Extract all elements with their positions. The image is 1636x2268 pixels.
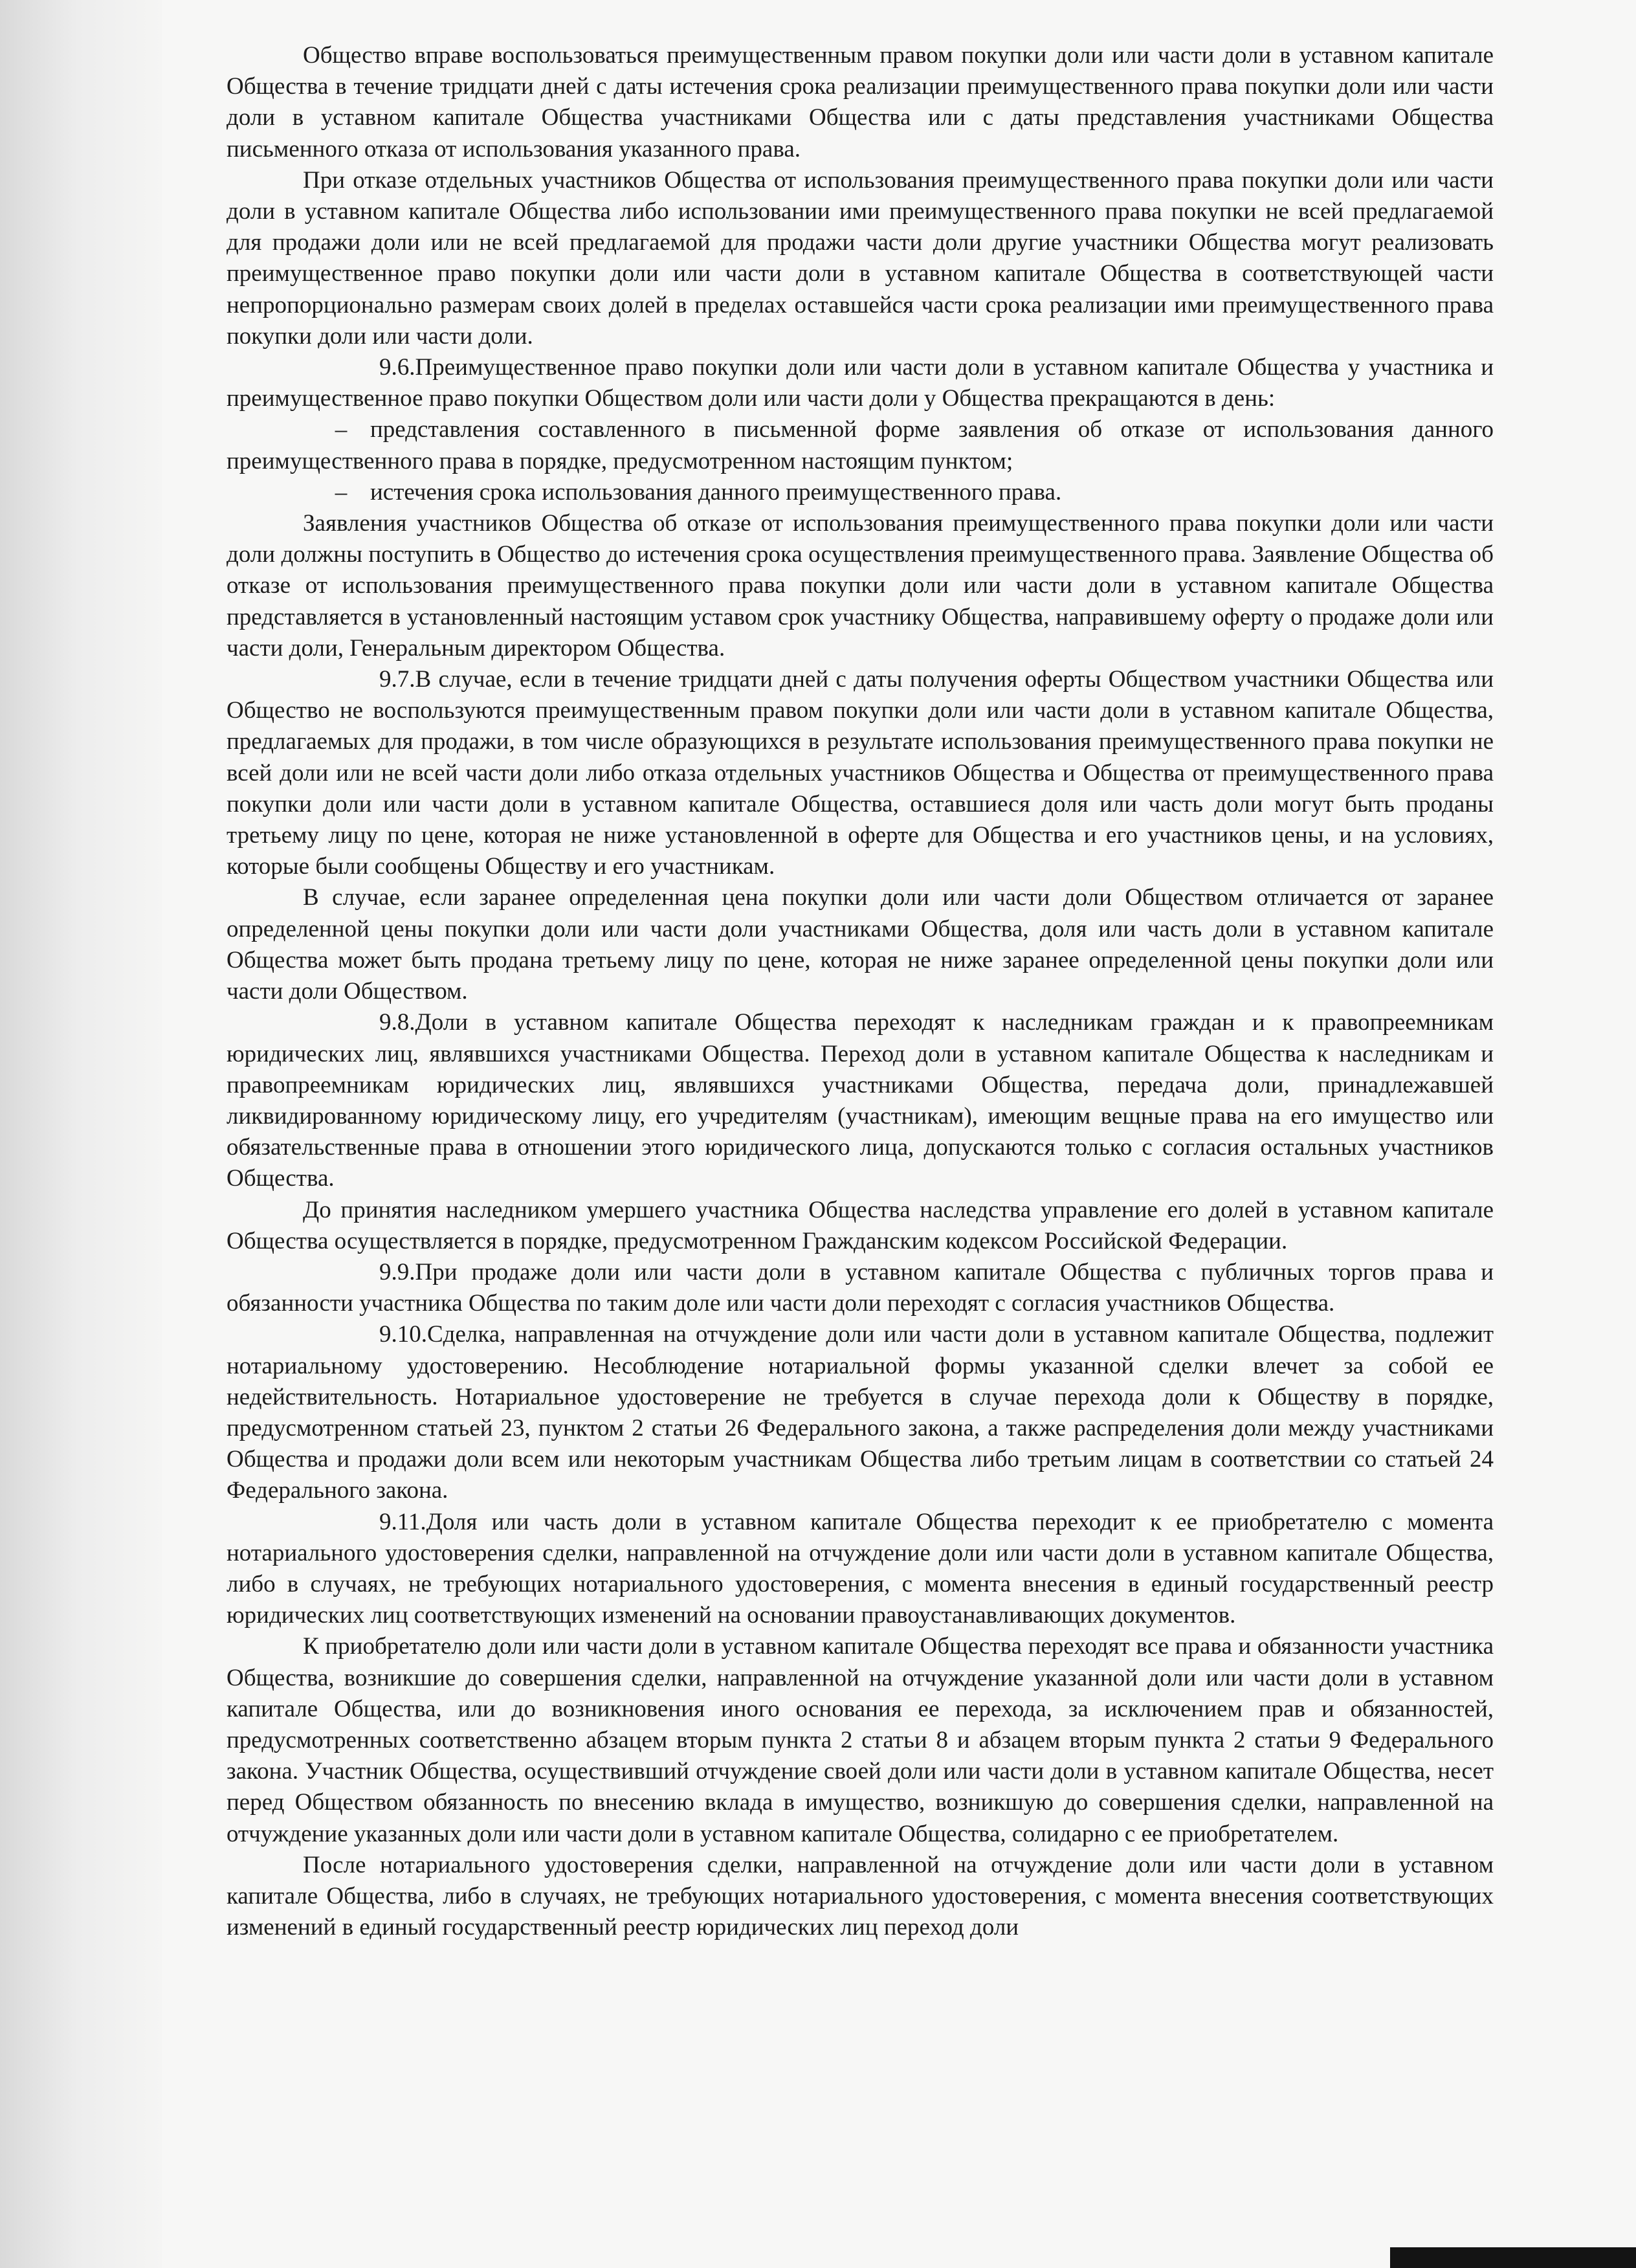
clause-9-8	[227, 1007, 1494, 1194]
clause-9-6	[227, 352, 1494, 414]
clause-text: В случае, если в течение тридцати дней с даты получения оферты Обществом участники Общества или Общество не воспользуются преимущественным правом покупки доли или части доли в уставном капитале Общества, предлагаемых для продажи, в том числе образующихся в результате использования преимущественного права покупки не всей доли или не всей части доли либо отказа отдельных участников Общества и Общества от преимущественного права покупки доли или части доли в уставном капитале Общества, оставшиеся доля или часть доли могут быть проданы третьему лицу по цене, которая не ниже установленной в оферте для Общества и его участников цены, и на условиях, которые были сообщены Обществу и его участникам.	[227, 666, 1494, 880]
list-item-text: истечения срока использования данного преимущественного права.	[370, 478, 1062, 506]
clause-number: 9.11.	[379, 1508, 426, 1535]
list-item-text: представления составленного в письменной форме заявления об отказе от использования данного преимущественного права в порядке, предусмотренном настоящим пунктом;	[227, 416, 1494, 474]
list-item	[227, 477, 1494, 508]
dash-bullet: –	[335, 478, 348, 506]
binding-shadow	[0, 0, 162, 2268]
clause-text: Доли в уставном капитале Общества переходят к наследникам граждан и к правопреемникам юридических лиц, являвшихся участниками Общества. Переход доли в уставном капитале Общества к наследникам и правопреемникам юридических лиц, являвшихся участниками Общества, передача доли, принадлежавшей ликвидированному юридическому лицу, его учредителям (участникам), имеющим вещные права на его имущество или обязательственные права в отношении этого юридического лица, допускаются только с согласия остальных участников Общества.	[227, 1009, 1494, 1192]
clause-number: 9.8.	[379, 1009, 415, 1036]
clause-number: 9.6.	[379, 354, 415, 381]
list-item	[227, 414, 1494, 476]
clause-number: 9.10.	[379, 1321, 427, 1348]
clause-9-11	[227, 1507, 1494, 1632]
clause-text: При продаже доли или части доли в уставном капитале Общества с публичных торгов права и обязанности участника Общества по таким доле или части доли переходят с согласия участников Общества.	[227, 1258, 1494, 1317]
document-body	[227, 40, 1494, 1943]
clause-text: Преимущественное право покупки доли или части доли в уставном капитале Общества у участника и преимущественное право покупки Обществом доли или части доли у Общества прекращаются в день:	[227, 354, 1494, 412]
clause-text: Сделка, направленная на отчуждение доли или части доли в уставном капитале Общества, подлежит нотариальному удостоверению. Несоблюдение нотариальной формы указанной сделки влечет за собой ее недействительность. Нотариальное удостоверение не требуется в случае перехода доли к Обществу в порядке, предусмотренном статьей 23, пунктом 2 статьи 26 Федерального закона, а также распределения доли между участниками Общества и продажи доли всем или некоторым участникам Общества либо третьим лицам в соответствии со статьей 24 Федерального закона.	[227, 1321, 1494, 1504]
scan-edge-mark	[1390, 2247, 1636, 2268]
paragraph: В случае, если заранее определенная цена покупки доли или части доли Обществом отличается от заранее определенной цены покупки доли или части доли участниками Общества, доля или часть доли в уставном капитале Общества может быть продана третьему лицу по цене, которая не ниже заранее определенной цены покупки доли или части доли Обществом.	[227, 884, 1494, 1005]
clause-9-9	[227, 1257, 1494, 1319]
paragraph: До принятия наследником умершего участника Общества наследства управление его долей в уставном капитале Общества осуществляется в порядке, предусмотренном Гражданским кодексом Российской Федерации.	[227, 1196, 1494, 1254]
paragraph: Заявления участников Общества об отказе от использования преимущественного права покупки доли или части доли должны поступить в Общество до истечения срока осуществления преимущественного права. Заявление Общества об отказе от использования преимущественного права покупки доли или части доли в уставном капитале Общества представляется в установленный настоящим уставом срок участнику Общества, направившему оферту о продаже доли или части доли, Генеральным директором Общества.	[227, 510, 1494, 662]
clause-number: 9.9.	[379, 1258, 415, 1285]
paragraph: Общество вправе воспользоваться преимущественным правом покупки доли или части доли в уставном капитале Общества в течение тридцати дней с даты истечения срока реализации преимущественного права покупки доли или части доли в уставном капитале Общества участниками Общества или с даты представления участниками Общества письменного отказа от использования указанного права.	[227, 42, 1494, 162]
paragraph: При отказе отдельных участников Общества от использования преимущественного права покупки доли или части доли в уставном капитале Общества либо использовании ими преимущественного права покупки не всей предлагаемой для продажи доли или не всей предлагаемой для продажи части доли другие участники Общества могут реализовать преимущественное право покупки доли или части доли в уставном капитале Общества в соответствующей части непропорционально размерам своих долей в пределах оставшейся части срока реализации ими преимущественного права покупки доли или части доли.	[227, 166, 1494, 350]
clause-number: 9.7.	[379, 666, 415, 693]
clause-9-7	[227, 664, 1494, 882]
scan-artifact	[1622, 2210, 1628, 2224]
paragraph: После нотариального удостоверения сделки, направленной на отчуждение доли или части доли в уставном капитале Общества, либо в случаях, не требующих нотариального удостоверения, с момента внесения соответствующих изменений в единый государственный реестр юридических лиц переход доли	[227, 1851, 1494, 1941]
clause-text: Доля или часть доли в уставном капитале Общества переходит к ее приобретателю с момента нотариального удостоверения сделки, направленной на отчуждение доли или части доли в уставном капитале Общества, либо в случаях, не требующих нотариального удостоверения, с момента внесения в единый государственный реестр юридических лиц соответствующих изменений на основании правоустанавливающих документов.	[227, 1508, 1494, 1629]
clause-9-10	[227, 1319, 1494, 1506]
paragraph: К приобретателю доли или части доли в уставном капитале Общества переходят все права и обязанности участника Общества, возникшие до совершения сделки, направленной на отчуждение указанной доли или части доли в уставном капитале Общества, или до возникновения иного основания ее перехода, за исключением прав и обязанностей, предусмотренных соответственно абзацем вторым пункта 2 статьи 8 и абзацем вторым пункта 2 статьи 9 Федерального закона. Участник Общества, осуществивший отчуждение своей доли или части доли в уставном капитале Общества, несет перед Обществом обязанность по внесению вклада в имущество, возникшую до совершения сделки, направленной на отчуждение указанных доли или части доли в уставном капитале Общества, солидарно с ее приобретателем.	[227, 1633, 1494, 1847]
dash-bullet: –	[335, 416, 348, 443]
